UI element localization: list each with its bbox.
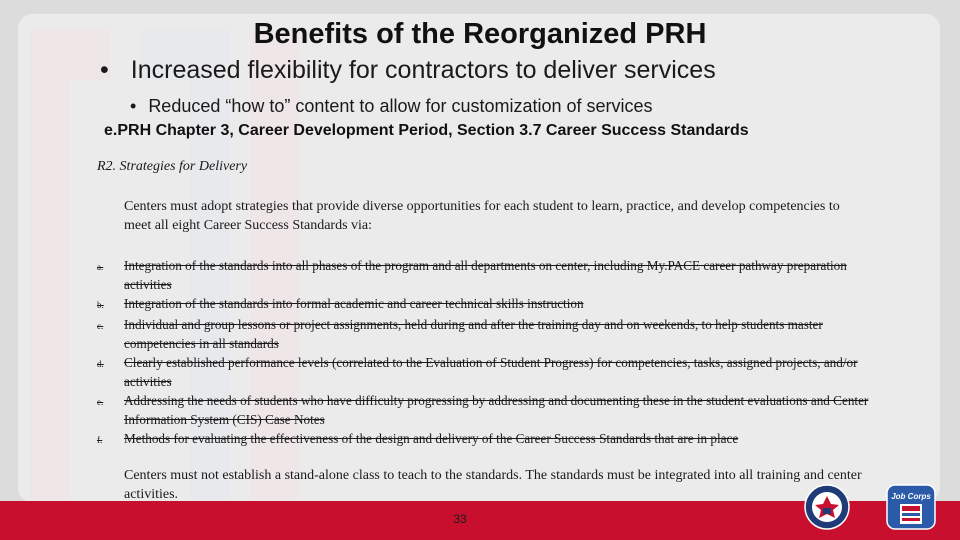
list-item-text: Integration of the standards into formal academic and career technical skills instruction xyxy=(124,296,584,311)
bullet-level2 xyxy=(130,96,653,117)
list-item xyxy=(97,256,897,294)
list-item-letter: b. xyxy=(97,300,104,310)
list-item xyxy=(97,429,897,450)
list-item-letter: e. xyxy=(97,397,104,407)
list-item-letter: d. xyxy=(97,359,104,369)
list-item xyxy=(97,315,897,353)
list-item xyxy=(97,294,897,315)
section-heading: R2. Strategies for Delivery xyxy=(97,159,248,174)
list-item-letter: a. xyxy=(97,262,104,272)
list-item-text: Clearly established performance levels (correlated to the Evaluation of Student Progress) for competencies, tasks, assigned projects, and/or activities xyxy=(124,355,858,389)
list-item-text: Methods for evaluating the effectiveness of the design and delivery of the Career Success Standards that are in place xyxy=(124,431,739,446)
list-item-text: Integration of the standards into all phases of the program and all departments on center, including My.PACE career pathway preparation activities xyxy=(124,258,847,292)
list-item-text: Individual and group lessons or project assignments, held during and after the training day and on weekends, to help students master competencies in all standards xyxy=(124,317,823,351)
list-item-letter: c. xyxy=(97,321,104,331)
department-of-labor-seal-icon xyxy=(804,484,850,530)
logo-text: Job Corps xyxy=(891,492,931,501)
list-item xyxy=(97,353,897,391)
job-corps-logo-icon xyxy=(886,484,936,530)
bullet-marker: • xyxy=(130,96,137,116)
reference-heading: e.PRH Chapter 3, Career Development Period, Section 3.7 Career Success Standards xyxy=(104,122,749,139)
page-number: 33 xyxy=(453,512,467,526)
bullet-marker: • xyxy=(100,56,109,84)
list-item-letter: f. xyxy=(97,435,103,445)
intro-paragraph: Centers must adopt strategies that provide diverse opportunities for each student to learn, practice, and develop competencies to meet all eight Career Success Standards via: xyxy=(124,199,840,233)
list-item xyxy=(97,391,897,429)
slide-title: Benefits of the Reorganized PRH xyxy=(253,18,707,50)
bullet-level1 xyxy=(100,56,716,85)
bullet-text: Increased flexibility for contractors to deliver services xyxy=(130,56,716,84)
bullet-text: Reduced “how to” content to allow for customization of services xyxy=(148,96,653,116)
outro-paragraph: Centers must not establish a stand-alone class to teach to the standards. The standards must be integrated into all training and center activities. xyxy=(124,468,862,502)
strategy-list xyxy=(97,256,897,450)
list-item-text: Addressing the needs of students who have difficulty progressing by addressing and documenting these in the student evaluations and Center Information System (CIS) Case Notes xyxy=(124,393,869,427)
